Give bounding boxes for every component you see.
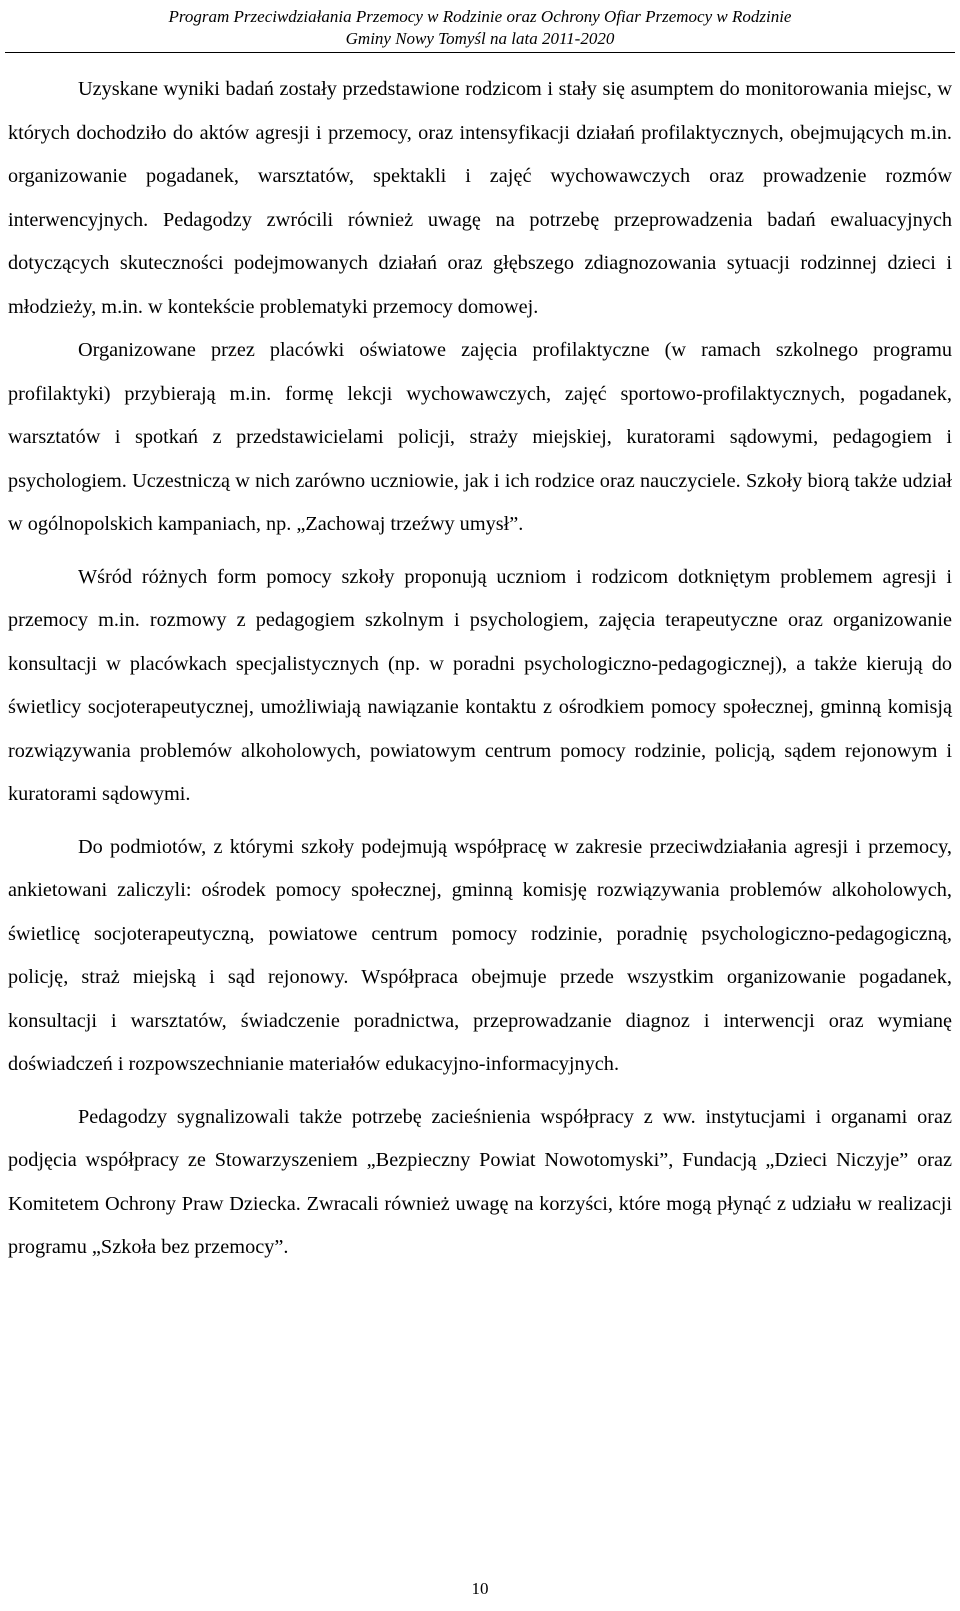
paragraph-4: Do podmiotów, z którymi szkoły podejmują współpracę w zakresie przeciwdziałania agresji i przemocy, ankietowani zaliczyli: ośrodek pomocy społecznej, gminną komisję rozwiązywania problemów alkoholowych, świetlicę socjoterapeutyczną, powiatowe centrum pomocy rodzinie, poradnię psychologiczno-pedagogiczną, policję, straż miejską i sąd rejonowy. Współpraca obejmuje przede wszystkim organizowanie pogadanek, konsultacji i warsztatów, świadczenie poradnictwa, przeprowadzanie diagnoz i interwencji oraz wymianę doświadczeń i rozpowszechnianie materiałów edukacyjno-informacyjnych. (8, 835, 952, 1075)
page-number: 10 (471, 1579, 489, 1598)
paragraph-2: Organizowane przez placówki oświatowe zajęcia profilaktyczne (w ramach szkolnego programu profilaktyki) przybierają m.in. formę lekcji wychowawczych, zajęć sportowo-profilaktycznych, pogadanek, warsztatów i spotkań z przedstawicielami policji, straży miejskiej, kuratorami sądowymi, pedagogiem i psychologiem. Uczestniczą w nich zarówno uczniowie, jak i ich rodzice oraz nauczyciele. Szkoły biorą także udział w ogólnopolskich kampaniach, np. „Zachowaj trzeźwy umysł”. (8, 339, 952, 535)
body-text (8, 68, 952, 1270)
header-title-line-2: Gminy Nowy Tomyśl na lata 2011-2020 (345, 29, 615, 48)
paragraph-3: Wśród różnych form pomocy szkoły proponują uczniom i rodzicom dotkniętym problemem agresji i przemocy m.in. rozmowy z pedagogiem szkolnym i psychologiem, zajęcia terapeutyczne oraz organizowanie konsultacji w placówkach specjalistycznych (np. w poradni psychologiczno-pedagogicznej), a także kierują do świetlicy socjoterapeutycznej, umożliwiają nawiązanie kontaktu z ośrodkiem pomocy społecznej, gminną komisją rozwiązywania problemów alkoholowych, powiatowym centrum pomocy rodzinie, policją, sądem rejonowym i kuratorami sądowymi. (8, 565, 952, 805)
header-title-line-1: Program Przeciwdziałania Przemocy w Rodzinie oraz Ochrony Ofiar Przemocy w Rodzinie (168, 7, 792, 26)
paragraph-1: Uzyskane wyniki badań zostały przedstawione rodzicom i stały się asumptem do monitorowania miejsc, w których dochodziło do aktów agresji i przemocy, oraz intensyfikacji działań profilaktycznych, obejmujących m.in. organizowanie pogadanek, warsztatów, spektakli i zajęć wychowawczych oraz prowadzenie rozmów interwencyjnych. Pedagodzy zwrócili również uwagę na potrzebę przeprowadzenia badań ewaluacyjnych dotyczących skuteczności podejmowanych działań oraz głębszego zdiagnozowania sytuacji rodzinnej dzieci i młodzieży, m.in. w kontekście problematyki przemocy domowej. (8, 78, 952, 318)
page-header (0, 6, 960, 50)
header-divider (5, 52, 955, 53)
paragraph-5: Pedagodzy sygnalizowali także potrzebę zacieśnienia współpracy z ww. instytucjami i organami oraz podjęcia współpracy ze Stowarzyszeniem „Bezpieczny Powiat Nowotomyski”, Fundacją „Dzieci Niczyje” oraz Komitetem Ochrony Praw Dziecka. Zwracali również uwagę na korzyści, które mogą płynąć z udziału w realizacji programu „Szkoła bez przemocy”. (8, 1105, 952, 1258)
